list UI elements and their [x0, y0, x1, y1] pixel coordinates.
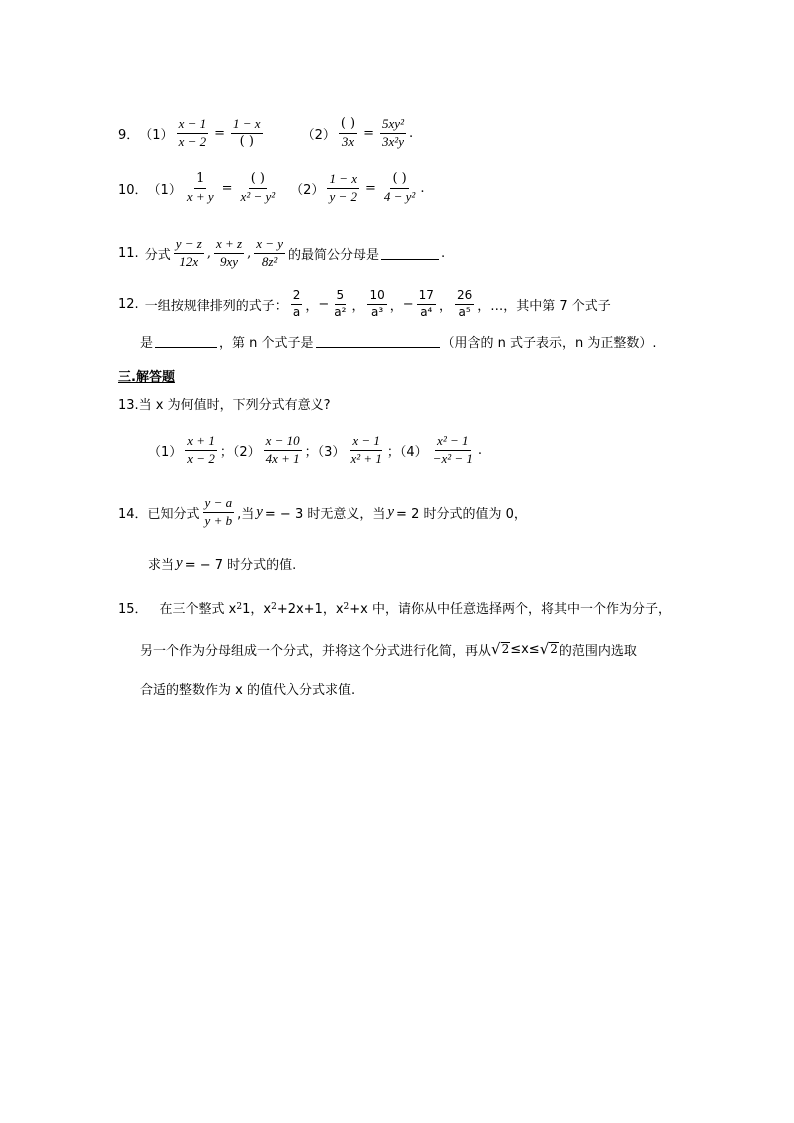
q9-period: . — [408, 125, 414, 141]
q9-part1-label: （1） — [139, 127, 174, 143]
question-9 — [118, 111, 413, 155]
q14-fraction: $\frac{y - a}{y + b}$ — [204, 494, 233, 528]
q12-term-2: $\frac{5}{\text{a²}}$ — [334, 287, 347, 319]
q11-text-prefix: 分式 — [144, 247, 171, 263]
q10-fraction-2: $\frac{( )}{\text{x² − y²}}$ — [240, 170, 276, 204]
q10-fraction-1: $\frac{1}{x + y}$ — [186, 170, 214, 204]
q11-fraction-1: $\frac{y - z}{12x}$ — [175, 235, 202, 269]
q12-text-suffix: ，…，其中第 7 个式子 — [477, 298, 611, 314]
q12-term-2-sign: − — [318, 296, 330, 312]
sqrt-2: √ 2 — [539, 639, 558, 658]
q11-fraction-3: $\frac{x - y}{\text{8z²}}$ — [256, 235, 284, 269]
q10-part2-label: （2） — [290, 182, 325, 198]
question-11 — [118, 231, 445, 275]
q10-period: . — [420, 180, 425, 196]
question-13 — [118, 394, 331, 412]
q9-fraction-3: $\frac{( )}{3x}$ — [340, 115, 356, 149]
question-12: 12. 一组按规律排列的式子： $\frac{2}{a}$ ， − $\frac{5}{\text{a²}}$ ， $\frac{10}{\text{a³}}$ ， − $\frac{17}{\text{a⁴}}$ ， $\frac{26}{\text{a⁵}}$ ，…，其中第 7 个式子 — [118, 287, 611, 319]
equals-sign: = — [214, 125, 226, 141]
q12-term-4: $\frac{17}{\text{a⁴}}$ — [418, 287, 434, 319]
sqrt-icon: √ — [491, 639, 501, 658]
q10-fraction-3: $\frac{1 - x}{y - 2}$ — [329, 170, 357, 204]
q13-text: 13.当 x 为何值时，下列分式有意义? — [118, 397, 331, 413]
question-14: 14．已知分式 $\frac{y - a}{y + b}$ ,当 y = − 3 时无意义，当 y = 2 时分式的值为 0， — [118, 494, 527, 528]
q14-label: 14．已知分式 — [118, 506, 200, 522]
q11-comma: , — [206, 245, 211, 261]
q9-fraction-4: $\frac{\text{5xy²}}{\text{3x²y}}$ — [382, 115, 404, 149]
question-15: 15． 在三个整式 x 2 1，x 2 +2x+1，x 2 +x 中，请你从中任意选择两个，将其中一个作为分子， — [118, 597, 671, 617]
equals-sign: = — [363, 125, 375, 141]
sqrt-2: √ 2 — [491, 639, 510, 658]
q12-answer-blank-2[interactable] — [316, 335, 440, 348]
q12-term-4-sign: − — [402, 296, 414, 312]
q12-term-3: $\frac{10}{\text{a³}}$ — [369, 287, 385, 319]
question-10 — [118, 166, 424, 210]
q13-fraction-3: $\frac{x - 1}{\text{x² + 1}}$ — [350, 432, 382, 466]
q12-answer-blank-1[interactable] — [155, 335, 217, 348]
sqrt-icon: √ — [539, 639, 550, 658]
q10-label: 10． — [118, 182, 148, 198]
q11-label: 11. — [118, 245, 139, 261]
q11-answer-blank[interactable] — [381, 247, 439, 260]
equals-sign: = — [221, 180, 233, 196]
question-12-line-2: 是 ，第 n 个式子是 （用含的 n 式子表示，n 为正整数）. — [140, 335, 657, 351]
q11-text-suffix: 的最简公分母是 — [288, 247, 380, 263]
q13-fraction-2: $\frac{x - 10}{4x + 1}$ — [265, 432, 300, 466]
equals-sign: = — [364, 180, 376, 196]
q9-part2-label: （2） — [301, 127, 336, 143]
q13-fraction-4: $\frac{\text{x² − 1}}{\text{−x² − 1}}$ — [432, 432, 473, 466]
q9-fraction-2: $\frac{1 - x}{( )}$ — [233, 115, 261, 149]
q9-label: 9． — [118, 127, 140, 143]
section-title: 三.解答题 — [118, 369, 175, 385]
q12-term-1: $\frac{2}{a}$ — [292, 287, 301, 319]
question-13-parts: （1） $\frac{x + 1}{x - 2}$ ；（2） $\frac{x - 10}{4x + 1}$ ；（3） $\frac{x - 1}{\text{x² + 1}}$ ；（4） $\frac{\text{x² − 1}}{\text{−x² − 1}}$ . — [148, 432, 483, 466]
q10-part1-label: （1） — [147, 182, 182, 198]
q13-fraction-1: $\frac{x + 1}{x - 2}$ — [187, 432, 215, 466]
question-15-line-3: 合适的整数作为 x 的值代入分式求值. — [140, 682, 356, 698]
q11-fraction-2: $\frac{x + z}{9xy}$ — [215, 235, 243, 269]
question-14-line-2: 求当 y = − 7 时分式的值. — [148, 554, 297, 573]
q12-term-5: $\frac{26}{\text{a⁵}}$ — [456, 287, 473, 319]
q15-label: 15． — [118, 601, 148, 617]
q11-comma: , — [247, 245, 252, 261]
q12-label: 12. — [118, 296, 139, 312]
question-15-line-2: 另一个作为分母组成一个分式，并将这个分式进行化简，再从 √ 2 ≤x≤ √ 2 的范围内选取 — [140, 639, 637, 659]
q12-text-prefix: 一组按规律排列的式子： — [144, 298, 288, 314]
q11-period: . — [441, 245, 446, 261]
q9-fraction-1: $\frac{x - 1}{x - 2}$ — [178, 115, 207, 149]
q10-fraction-4: $\frac{( )}{\text{4 − y²}}$ — [383, 170, 416, 204]
